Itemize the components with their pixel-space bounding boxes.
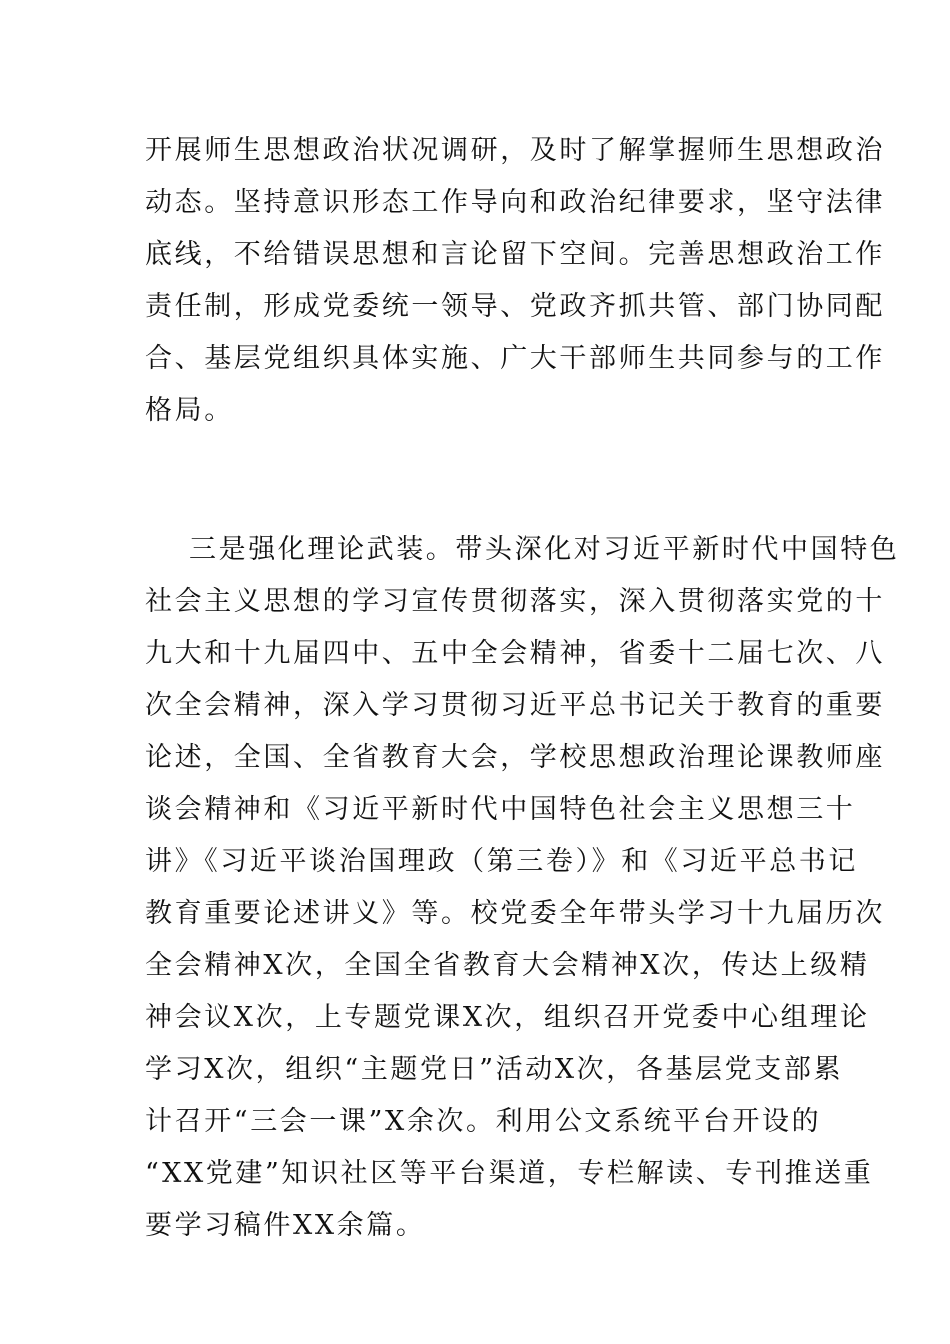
text-line: 论述，全国、全省教育大会，学校思想政治理论课教师座 — [145, 742, 885, 773]
text-line-first-indented: 三是强化理论武装。带头深化对习近平新时代中国特色 — [189, 534, 900, 565]
text-line: 责任制，形成党委统一领导、党政齐抓共管、部门协同配 — [145, 291, 885, 322]
text-line: 合、基层党组织具体实施、广大干部师生共同参与的工作 — [145, 343, 885, 374]
text-line: 神会议X次，上专题党课X次，组织召开党委中心组理论 — [145, 1002, 870, 1033]
text-line: 谈会精神和《习近平新时代中国特色社会主义思想三十 — [145, 794, 856, 825]
text-line: 学习X次，组织“主题党日”活动X次，各基层党支部累 — [145, 1054, 844, 1085]
text-line: 社会主义思想的学习宣传贯彻落实，深入贯彻落实党的十 — [145, 586, 885, 617]
text-line: 底线，不给错误思想和言论留下空间。完善思想政治工作 — [145, 239, 885, 270]
text-line: 全会精神X次，全国全省教育大会精神X次，传达上级精 — [145, 950, 870, 981]
text-line: 九大和十九届四中、五中全会精神，省委十二届七次、八 — [145, 638, 885, 669]
text-line: 要学习稿件XX余篇。 — [145, 1210, 426, 1241]
text-line: 格局。 — [145, 395, 234, 426]
text-line: 次全会精神，深入学习贯彻习近平总书记关于教育的重要 — [145, 690, 885, 721]
text-line: 讲》《习近平谈治国理政（第三卷）》和《习近平总书记 — [145, 846, 858, 877]
text-line: “XX党建”知识社区等平台渠道，专栏解读、专刊推送重 — [145, 1158, 874, 1189]
text-line: 计召开“三会一课”X余次。利用公文系统平台开设的 — [145, 1106, 822, 1137]
text-line: 开展师生思想政治状况调研，及时了解掌握师生思想政治 — [145, 135, 885, 166]
text-line: 动态。坚持意识形态工作导向和政治纪律要求，坚守法律 — [145, 187, 885, 218]
text-line: 教育重要论述讲义》等。校党委全年带头学习十九届历次 — [145, 898, 885, 929]
paragraph-ideological-work — [145, 125, 885, 437]
paragraph-theory-study — [145, 524, 900, 1252]
